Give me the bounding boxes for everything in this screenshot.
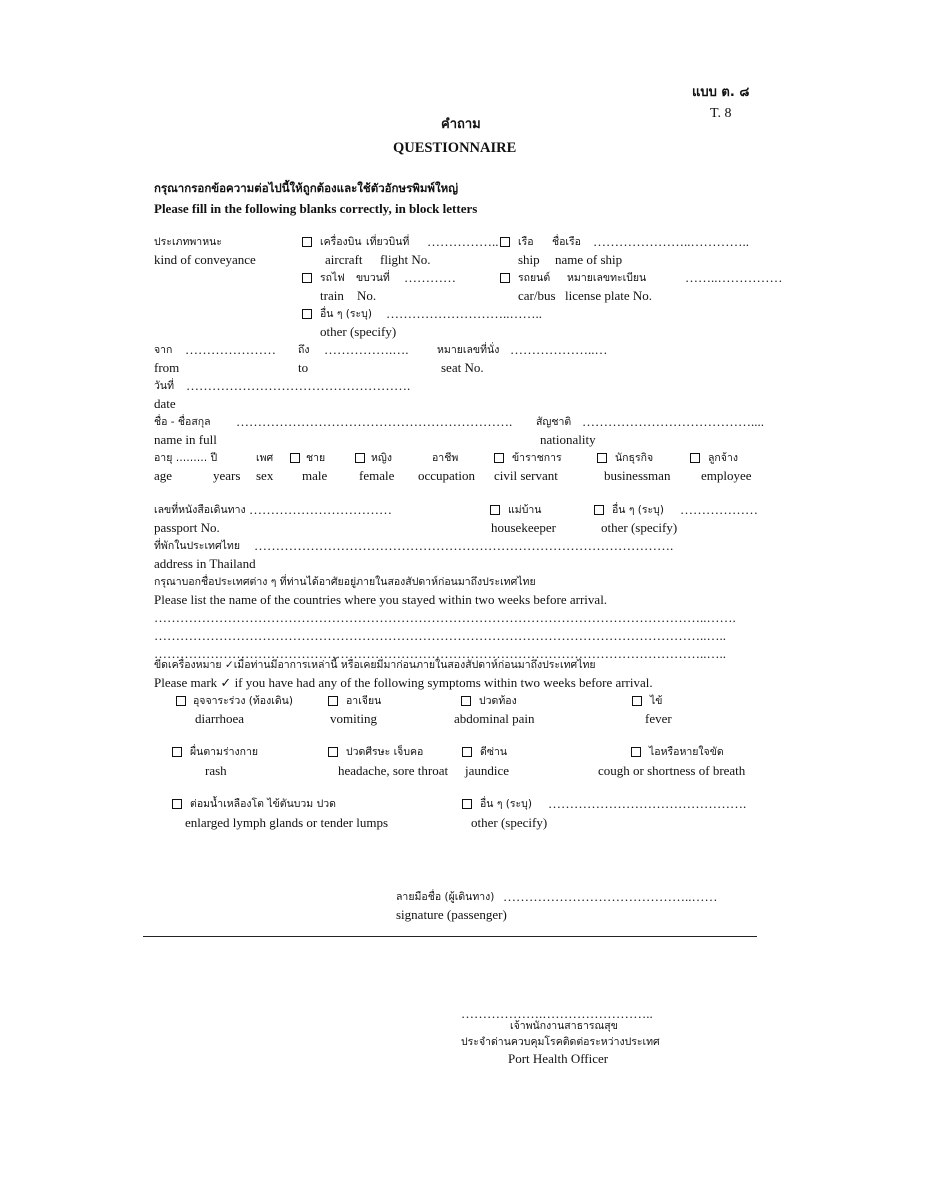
countries-line-3[interactable]: ………………………………………………………………………………………………………………..….. bbox=[154, 646, 726, 661]
other-conveyance-field[interactable]: ………………………..…….. bbox=[386, 306, 542, 321]
train-label-thai: รถไฟ bbox=[320, 272, 345, 284]
ship-name-label-thai: ชื่อเรือ bbox=[552, 236, 581, 248]
other-occupation-label-thai: อื่น ๆ (ระบุ) bbox=[612, 504, 664, 516]
rash-checkbox[interactable] bbox=[172, 747, 182, 757]
housekeeper-checkbox[interactable] bbox=[490, 505, 500, 515]
age-label: age bbox=[154, 468, 173, 483]
nationality-field[interactable]: ………………………………….... bbox=[582, 414, 764, 429]
male-label: male bbox=[302, 468, 328, 483]
fever-checkbox[interactable] bbox=[632, 696, 642, 706]
vomiting-label: vomiting bbox=[330, 711, 377, 726]
other-occupation-checkbox[interactable] bbox=[594, 505, 604, 515]
train-label: train bbox=[320, 288, 344, 303]
signature-label-thai: ลายมือชื่อ (ผู้เดินทาง) bbox=[396, 891, 495, 903]
male-label-thai: ชาย bbox=[306, 452, 326, 464]
diarrhoea-checkbox[interactable] bbox=[176, 696, 186, 706]
civil-servant-label-thai: ข้าราชการ bbox=[512, 452, 562, 464]
civil-servant-label: civil servant bbox=[494, 468, 558, 483]
vomiting-checkbox[interactable] bbox=[328, 696, 338, 706]
employee-label-thai: ลูกจ้าง bbox=[708, 452, 738, 464]
from-label: from bbox=[154, 360, 180, 375]
officer-title: Port Health Officer bbox=[508, 1051, 609, 1066]
countries-instruction: Please list the name of the countries where you stayed within two weeks before arrival. bbox=[154, 592, 608, 607]
other-conveyance-label-thai: อื่น ๆ (ระบุ) bbox=[320, 308, 372, 320]
car-label: car/bus bbox=[518, 288, 556, 303]
businessman-label-thai: นักธุรกิจ bbox=[615, 452, 654, 464]
to-label: to bbox=[298, 360, 309, 375]
plate-label-thai: หมายเลขทะเบียน bbox=[567, 272, 647, 284]
car-label-thai: รถยนต์ bbox=[518, 272, 551, 284]
conveyance-label-thai: ประเภทพาหนะ bbox=[154, 236, 222, 248]
occupation-label: occupation bbox=[418, 468, 476, 483]
vomiting-label-thai: อาเจียน bbox=[346, 695, 382, 707]
housekeeper-label: housekeeper bbox=[491, 520, 556, 535]
name-label: name in full bbox=[154, 432, 217, 447]
other-occupation-label: other (specify) bbox=[601, 520, 678, 535]
to-label-thai: ถึง bbox=[298, 344, 310, 356]
diarrhoea-label-thai: อุจจาระร่วง (ท้องเดิน) bbox=[193, 695, 293, 707]
from-label-thai: จาก bbox=[154, 344, 173, 356]
abdominal-pain-checkbox[interactable] bbox=[461, 696, 471, 706]
other-symptom-label: other (specify) bbox=[471, 815, 548, 830]
fever-label-thai: ไข้ bbox=[650, 695, 663, 707]
cough-label: cough or shortness of breath bbox=[598, 763, 746, 778]
jaundice-label-thai: ดีซ่าน bbox=[480, 746, 508, 758]
aircraft-label-thai: เครื่องบิน bbox=[320, 236, 362, 248]
passport-label-thai: เลขที่หนังสือเดินทาง bbox=[154, 504, 246, 516]
headache-label: headache, sore throat bbox=[338, 763, 449, 778]
passport-field[interactable]: …………………………… bbox=[249, 502, 392, 517]
employee-label: employee bbox=[701, 468, 752, 483]
other-occupation-field[interactable]: ……………… bbox=[680, 502, 758, 517]
flight-label: flight No. bbox=[380, 252, 431, 267]
conveyance-label: kind of conveyance bbox=[154, 252, 256, 267]
countries-line-1[interactable]: ………………………………………………………………………………………………………………..……. bbox=[154, 610, 736, 625]
to-field[interactable]: …………….…. bbox=[324, 342, 409, 357]
female-label: female bbox=[359, 468, 395, 483]
rash-label: rash bbox=[205, 763, 227, 778]
name-label-thai: ชื่อ - ชื่อสกุล bbox=[154, 416, 211, 428]
jaundice-checkbox[interactable] bbox=[462, 747, 472, 757]
instructions: Please fill in the following blanks correctly, in block letters bbox=[154, 201, 478, 216]
ship-name-field[interactable]: …………………..………….. bbox=[593, 234, 749, 249]
cough-checkbox[interactable] bbox=[631, 747, 641, 757]
address-field[interactable]: ……………………………………………………………………………………. bbox=[254, 538, 674, 553]
countries-instruction-thai: กรุณาบอกชื่อประเทศต่าง ๆ ที่ท่านได้อาศัยอยู่ภายในสองสัปดาห์ก่อนมาถึงประเทศไทย bbox=[154, 576, 536, 588]
lymph-glands-label-thai: ต่อมน้ำเหลืองโต ไข้ตันบวม ปวด bbox=[190, 798, 336, 810]
title-thai: คำถาม bbox=[441, 117, 481, 132]
train-number-label-thai: ขบวนที่ bbox=[356, 272, 390, 284]
lymph-glands-label: enlarged lymph glands or tender lumps bbox=[185, 815, 389, 830]
headache-checkbox[interactable] bbox=[328, 747, 338, 757]
employee-checkbox[interactable] bbox=[690, 453, 700, 463]
form-code: T. 8 bbox=[710, 106, 732, 121]
ship-name-label: name of ship bbox=[555, 252, 623, 267]
from-field[interactable]: ………………… bbox=[185, 342, 276, 357]
cough-label-thai: ไอหรือหายใจขัด bbox=[649, 746, 724, 758]
date-label: date bbox=[154, 396, 176, 411]
train-number-field[interactable]: ………… bbox=[404, 270, 456, 285]
date-field[interactable]: ……………………………………………. bbox=[186, 378, 411, 393]
ship-label-thai: เรือ bbox=[518, 236, 534, 248]
housekeeper-label-thai: แม่บ้าน bbox=[508, 504, 542, 516]
other-symptom-label-thai: อื่น ๆ (ระบุ) bbox=[480, 798, 532, 810]
years-label: years bbox=[213, 468, 241, 483]
businessman-label: businessman bbox=[604, 468, 671, 483]
form-code-thai: แบบ ต. ๘ bbox=[692, 85, 750, 100]
plate-label: license plate No. bbox=[565, 288, 652, 303]
diarrhoea-label: diarrhoea bbox=[195, 711, 245, 726]
seat-field[interactable]: ………………..… bbox=[510, 342, 608, 357]
headache-label-thai: ปวดศีรษะ เจ็บคอ bbox=[346, 746, 424, 758]
rash-label-thai: ผื่นตามร่างกาย bbox=[190, 746, 259, 758]
train-checkbox[interactable] bbox=[302, 273, 312, 283]
abdominal-pain-label: abdominal pain bbox=[454, 711, 535, 726]
divider-line bbox=[143, 936, 757, 937]
signature-field[interactable]: ……………………………………..…… bbox=[503, 889, 718, 904]
countries-line-2[interactable]: ………………………………………………………………………………………………………………..….. bbox=[154, 628, 726, 643]
flight-label-thai: เที่ยวบินที่ bbox=[366, 236, 410, 248]
address-label: address in Thailand bbox=[154, 556, 256, 571]
aircraft-label: aircraft bbox=[325, 252, 363, 267]
businessman-checkbox[interactable] bbox=[597, 453, 607, 463]
fever-label: fever bbox=[645, 711, 672, 726]
aircraft-checkbox[interactable] bbox=[302, 237, 312, 247]
name-field[interactable]: ………………………………………………………. bbox=[236, 414, 513, 429]
officer-title-thai: เจ้าพนักงานสาธารณสุข bbox=[510, 1020, 618, 1032]
officer-office-thai: ประจำด่านควบคุมโรคติดต่อระหว่างประเทศ bbox=[461, 1036, 660, 1048]
male-checkbox[interactable] bbox=[290, 453, 300, 463]
passport-label: passport No. bbox=[154, 520, 220, 535]
sex-label-thai: เพศ bbox=[256, 452, 274, 464]
address-label-thai: ที่พักในประเทศไทย bbox=[154, 540, 240, 552]
civil-servant-checkbox[interactable] bbox=[494, 453, 504, 463]
train-number-label: No. bbox=[357, 288, 377, 303]
ship-checkbox[interactable] bbox=[500, 237, 510, 247]
seat-label: seat No. bbox=[441, 360, 484, 375]
age-label-thai[interactable]: อายุ ……… ปี bbox=[154, 452, 218, 464]
sex-label: sex bbox=[256, 468, 274, 483]
jaundice-label: jaundice bbox=[465, 763, 510, 778]
seat-label-thai: หมายเลขที่นั่ง bbox=[437, 344, 500, 356]
lymph-glands-checkbox[interactable] bbox=[172, 799, 182, 809]
other-conveyance-label: other (specify) bbox=[320, 324, 397, 339]
instructions-thai: กรุณากรอกข้อความต่อไปนี้ให้ถูกต้องและใช้ตัวอักษรพิมพ์ใหญ่ bbox=[154, 181, 459, 195]
car-checkbox[interactable] bbox=[500, 273, 510, 283]
symptoms-instruction-thai: ขีดเครื่องหมาย ✓เมื่อท่านมีอาการเหล่านี้ หรือเคยมีมาก่อนภายในสองสัปดาห์ก่อนมาถึงประเทศไทย bbox=[154, 659, 596, 671]
page-title: QUESTIONNAIRE bbox=[393, 140, 517, 156]
abdominal-pain-label-thai: ปวดท้อง bbox=[479, 695, 517, 707]
date-label-thai: วันที่ bbox=[154, 380, 174, 392]
occupation-label-thai: อาชีพ bbox=[432, 452, 459, 464]
other-symptom-field[interactable]: ………………………………………. bbox=[548, 796, 747, 811]
officer-signature-field[interactable]: ……………….…………………….. bbox=[461, 1006, 653, 1021]
female-checkbox[interactable] bbox=[355, 453, 365, 463]
other-conveyance-checkbox[interactable] bbox=[302, 309, 312, 319]
signature-label: signature (passenger) bbox=[396, 907, 507, 922]
nationality-label: nationality bbox=[540, 432, 596, 447]
other-symptom-checkbox[interactable] bbox=[462, 799, 472, 809]
ship-label: ship bbox=[518, 252, 540, 267]
symptoms-instruction: Please mark ✓ if you have had any of the following symptoms within two weeks before arrival. bbox=[154, 675, 653, 690]
nationality-label-thai: สัญชาติ bbox=[536, 416, 572, 428]
female-label-thai: หญิง bbox=[371, 452, 392, 464]
license-plate-field[interactable]: ……..…………… bbox=[685, 270, 783, 285]
flight-number-field[interactable]: …………….. bbox=[427, 234, 499, 249]
